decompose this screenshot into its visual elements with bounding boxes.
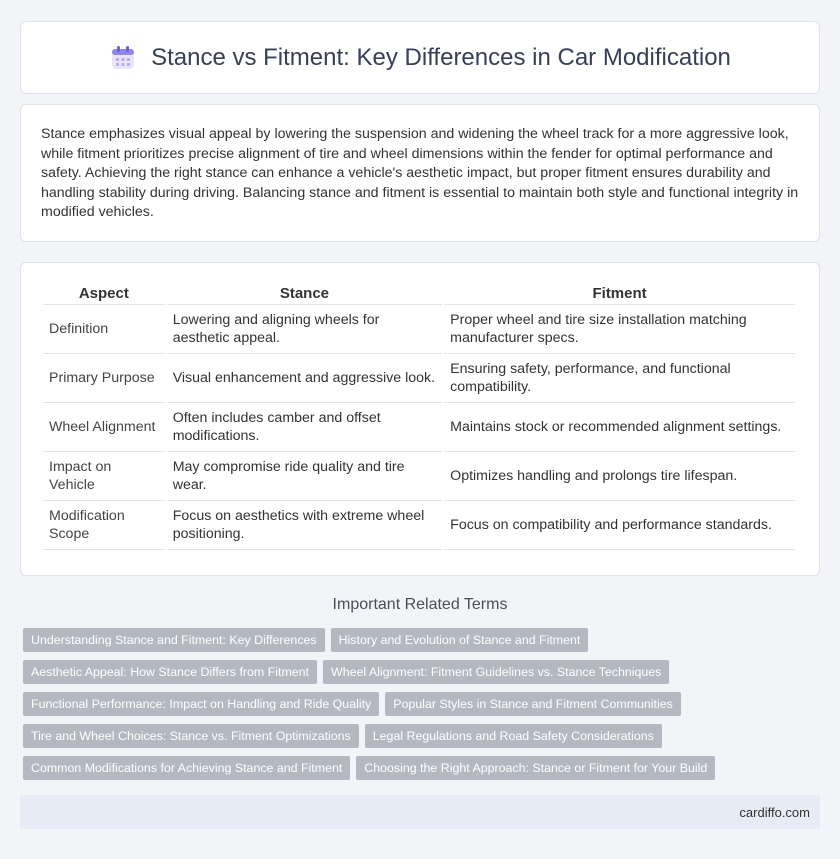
- stance-cell: Often includes camber and offset modifications.: [167, 403, 442, 452]
- related-term-link[interactable]: Choosing the Right Approach: Stance or Fitment for Your Build: [356, 756, 715, 780]
- related-terms-list: [23, 628, 813, 788]
- fitment-cell: Proper wheel and tire size installation matching manufacturer specs.: [444, 305, 795, 354]
- tag-row: [23, 692, 813, 716]
- table-row: [43, 501, 795, 550]
- table-header-row: [43, 283, 795, 305]
- related-term-link[interactable]: Wheel Alignment: Fitment Guidelines vs. Stance Techniques: [323, 660, 669, 684]
- summary-card: [20, 104, 820, 242]
- page-title: Stance vs Fitment: Key Differences in Car Modification: [151, 43, 731, 71]
- stance-cell: Visual enhancement and aggressive look.: [167, 354, 442, 403]
- fitment-cell: Ensuring safety, performance, and functional compatibility.: [444, 354, 795, 403]
- stance-cell: Focus on aesthetics with extreme wheel positioning.: [167, 501, 442, 550]
- calendar-icon: [109, 44, 137, 72]
- tag-row: [23, 628, 813, 652]
- related-term-link[interactable]: History and Evolution of Stance and Fitment: [331, 628, 589, 652]
- table-row: [43, 354, 795, 403]
- related-term-link[interactable]: Common Modifications for Achieving Stance and Fitment: [23, 756, 350, 780]
- fitment-cell: Maintains stock or recommended alignment settings.: [444, 403, 795, 452]
- table-row: [43, 452, 795, 501]
- stance-cell: May compromise ride quality and tire wear.: [167, 452, 442, 501]
- tag-row: [23, 724, 813, 748]
- table-row: [43, 403, 795, 452]
- related-term-link[interactable]: Tire and Wheel Choices: Stance vs. Fitment Optimizations: [23, 724, 359, 748]
- comparison-card: [20, 262, 820, 576]
- aspect-cell: Definition: [43, 305, 165, 354]
- fitment-cell: Optimizes handling and prolongs tire lifespan.: [444, 452, 795, 501]
- aspect-cell: Primary Purpose: [43, 354, 165, 403]
- summary-text: Stance emphasizes visual appeal by lowering the suspension and widening the wheel track for a more aggressive look, while fitment prioritizes precise alignment of tire and wheel dimensions within the fender for optimal performance and safety. Achieving the right stance can enhance a vehicle's aesthetic impact, but proper fitment ensures durability and handling stability during driving. Balancing stance and fitment is essential to maintain both style and functional integrity in modified vehicles.: [41, 126, 799, 221]
- header-stance: Stance: [167, 283, 442, 305]
- stance-cell: Lowering and aligning wheels for aesthetic appeal.: [167, 305, 442, 354]
- aspect-cell: Impact on Vehicle: [43, 452, 165, 501]
- footer-site-link[interactable]: cardiffo.com: [739, 804, 810, 820]
- related-term-link[interactable]: Aesthetic Appeal: How Stance Differs from Fitment: [23, 660, 317, 684]
- table-row: [43, 305, 795, 354]
- header-fitment: Fitment: [444, 283, 795, 305]
- comparison-table: [41, 283, 797, 550]
- related-term-link[interactable]: Functional Performance: Impact on Handling and Ride Quality: [23, 692, 379, 716]
- related-term-link[interactable]: Understanding Stance and Fitment: Key Differences: [23, 628, 325, 652]
- aspect-cell: Modification Scope: [43, 501, 165, 550]
- fitment-cell: Focus on compatibility and performance standards.: [444, 501, 795, 550]
- tag-row: [23, 756, 813, 780]
- aspect-cell: Wheel Alignment: [43, 403, 165, 452]
- header-aspect: Aspect: [43, 283, 165, 305]
- tag-row: [23, 660, 813, 684]
- related-term-link[interactable]: Popular Styles in Stance and Fitment Communities: [385, 692, 681, 716]
- page-header: [20, 21, 820, 94]
- related-term-link[interactable]: Legal Regulations and Road Safety Considerations: [365, 724, 662, 748]
- page-footer: [20, 795, 820, 829]
- related-terms-title: Important Related Terms: [332, 596, 508, 613]
